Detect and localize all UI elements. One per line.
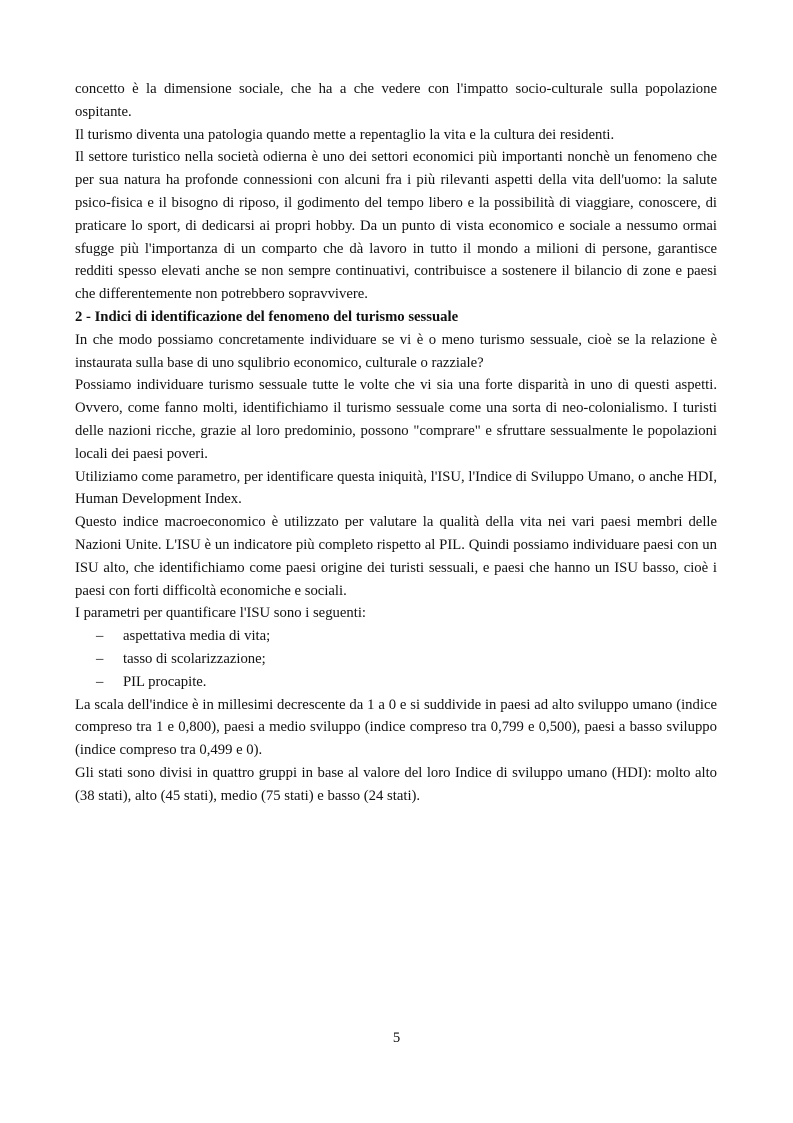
list-item-text: PIL procapite. [123,673,207,690]
page-body [75,78,717,808]
list-item [75,671,717,694]
dash-bullet-icon: – [96,673,104,690]
isu-parameters-list [75,625,717,693]
list-item-text: tasso di scolarizzazione; [123,650,266,667]
paragraph-tourism-pathology: Il turismo diventa una patologia quando mette a repentaglio la vita e la cultura dei residenti. [75,126,615,143]
paragraph-tourism-sector: Il settore turistico nella società odierna è uno dei settori economici più importanti nonchè un fenomeno che per sua natura ha profonde connessioni con alcuni fra i più rilevanti aspetti della vita dell'uomo: la salute psico-fisica e il bisogno di riposo, il godimento del tempo libero e la possibilità di viaggiare, conoscere, di praticare lo sport, di dedicarsi ai propri hobby. Da un punto di vista economico e sociale a nessumo ormai sfugge più l'importanza di un comparto che dà lavoro in tutto il mondo a milioni di persone, garantisce redditi spesso elevati anche se non sempre continuativi, contribuisce a sostenere il bilancio di zone e paesi che differentemente non potrebbero sopravvivere. [75,149,717,303]
paragraph-identify-question: In che modo possiamo concretamente individuare se vi è o meno turismo sessuale, cioè se la relazione è instaurata sulla base di uno squlibrio economico, culturale o razziale? [75,331,717,371]
paragraph-disparity: Possiamo individuare turismo sessuale tutte le volte che vi sia una forte disparità in uno di questi aspetti. Ovvero, come fanno molti, identifichiamo il turismo sessuale come una sorta di neo-colonialismo. I turisti delle nazioni ricche, grazie al loro predominio, possono "comprare" e sfruttare sessualmente le popolazioni locali dei paesi poveri. [75,377,717,462]
paragraph-social-dimension: concetto è la dimensione sociale, che ha a che vedere con l'impatto socio-culturale sulla popolazione ospitante. [75,81,717,120]
paragraph-index-scale: La scala dell'indice è in millesimi decrescente da 1 a 0 e si suddivide in paesi ad alto sviluppo umano (indice compreso tra 1 e 0,800), paesi a medio sviluppo (indice compreso tra 0,799 e 0,500), paesi a basso sviluppo (indice compreso tra 0,499 e 0). [75,696,717,759]
paragraph-state-groups: Gli stati sono divisi in quattro gruppi in base al valore del loro Indice di sviluppo umano (HDI): molto alto (38 stati), alto (45 stati), medio (75 stati) e basso (24 stati). [75,764,717,804]
dash-bullet-icon: – [96,650,104,667]
list-item [75,625,717,648]
paragraph-isu-parameters-intro: I parametri per quantificare l'ISU sono i seguenti: [75,605,366,622]
section-heading: 2 - Indici di identificazione del fenomeno del turismo sessuale [75,308,459,325]
list-item [75,648,717,671]
list-item-text: aspettativa media di vita; [123,628,271,645]
dash-bullet-icon: – [96,628,104,645]
paragraph-macroeconomic-index: Questo indice macroeconomico è utilizzato per valutare la qualità della vita nei vari paesi membri delle Nazioni Unite. L'ISU è un indicatore più completo rispetto al PIL. Quindi possiamo individuare paesi con un ISU alto, che identifichiamo come paesi origine dei turisti sessuali, e paesi che hanno un ISU basso, cioè i paesi con forti difficoltà economiche e sociali. [75,514,717,599]
page-number: 5 [392,1030,401,1046]
paragraph-isu-parameter: Utiliziamo come parametro, per identificare questa iniquità, l'ISU, l'Indice di Sviluppo Umano, o anche HDI, Human Development Index. [75,468,717,508]
